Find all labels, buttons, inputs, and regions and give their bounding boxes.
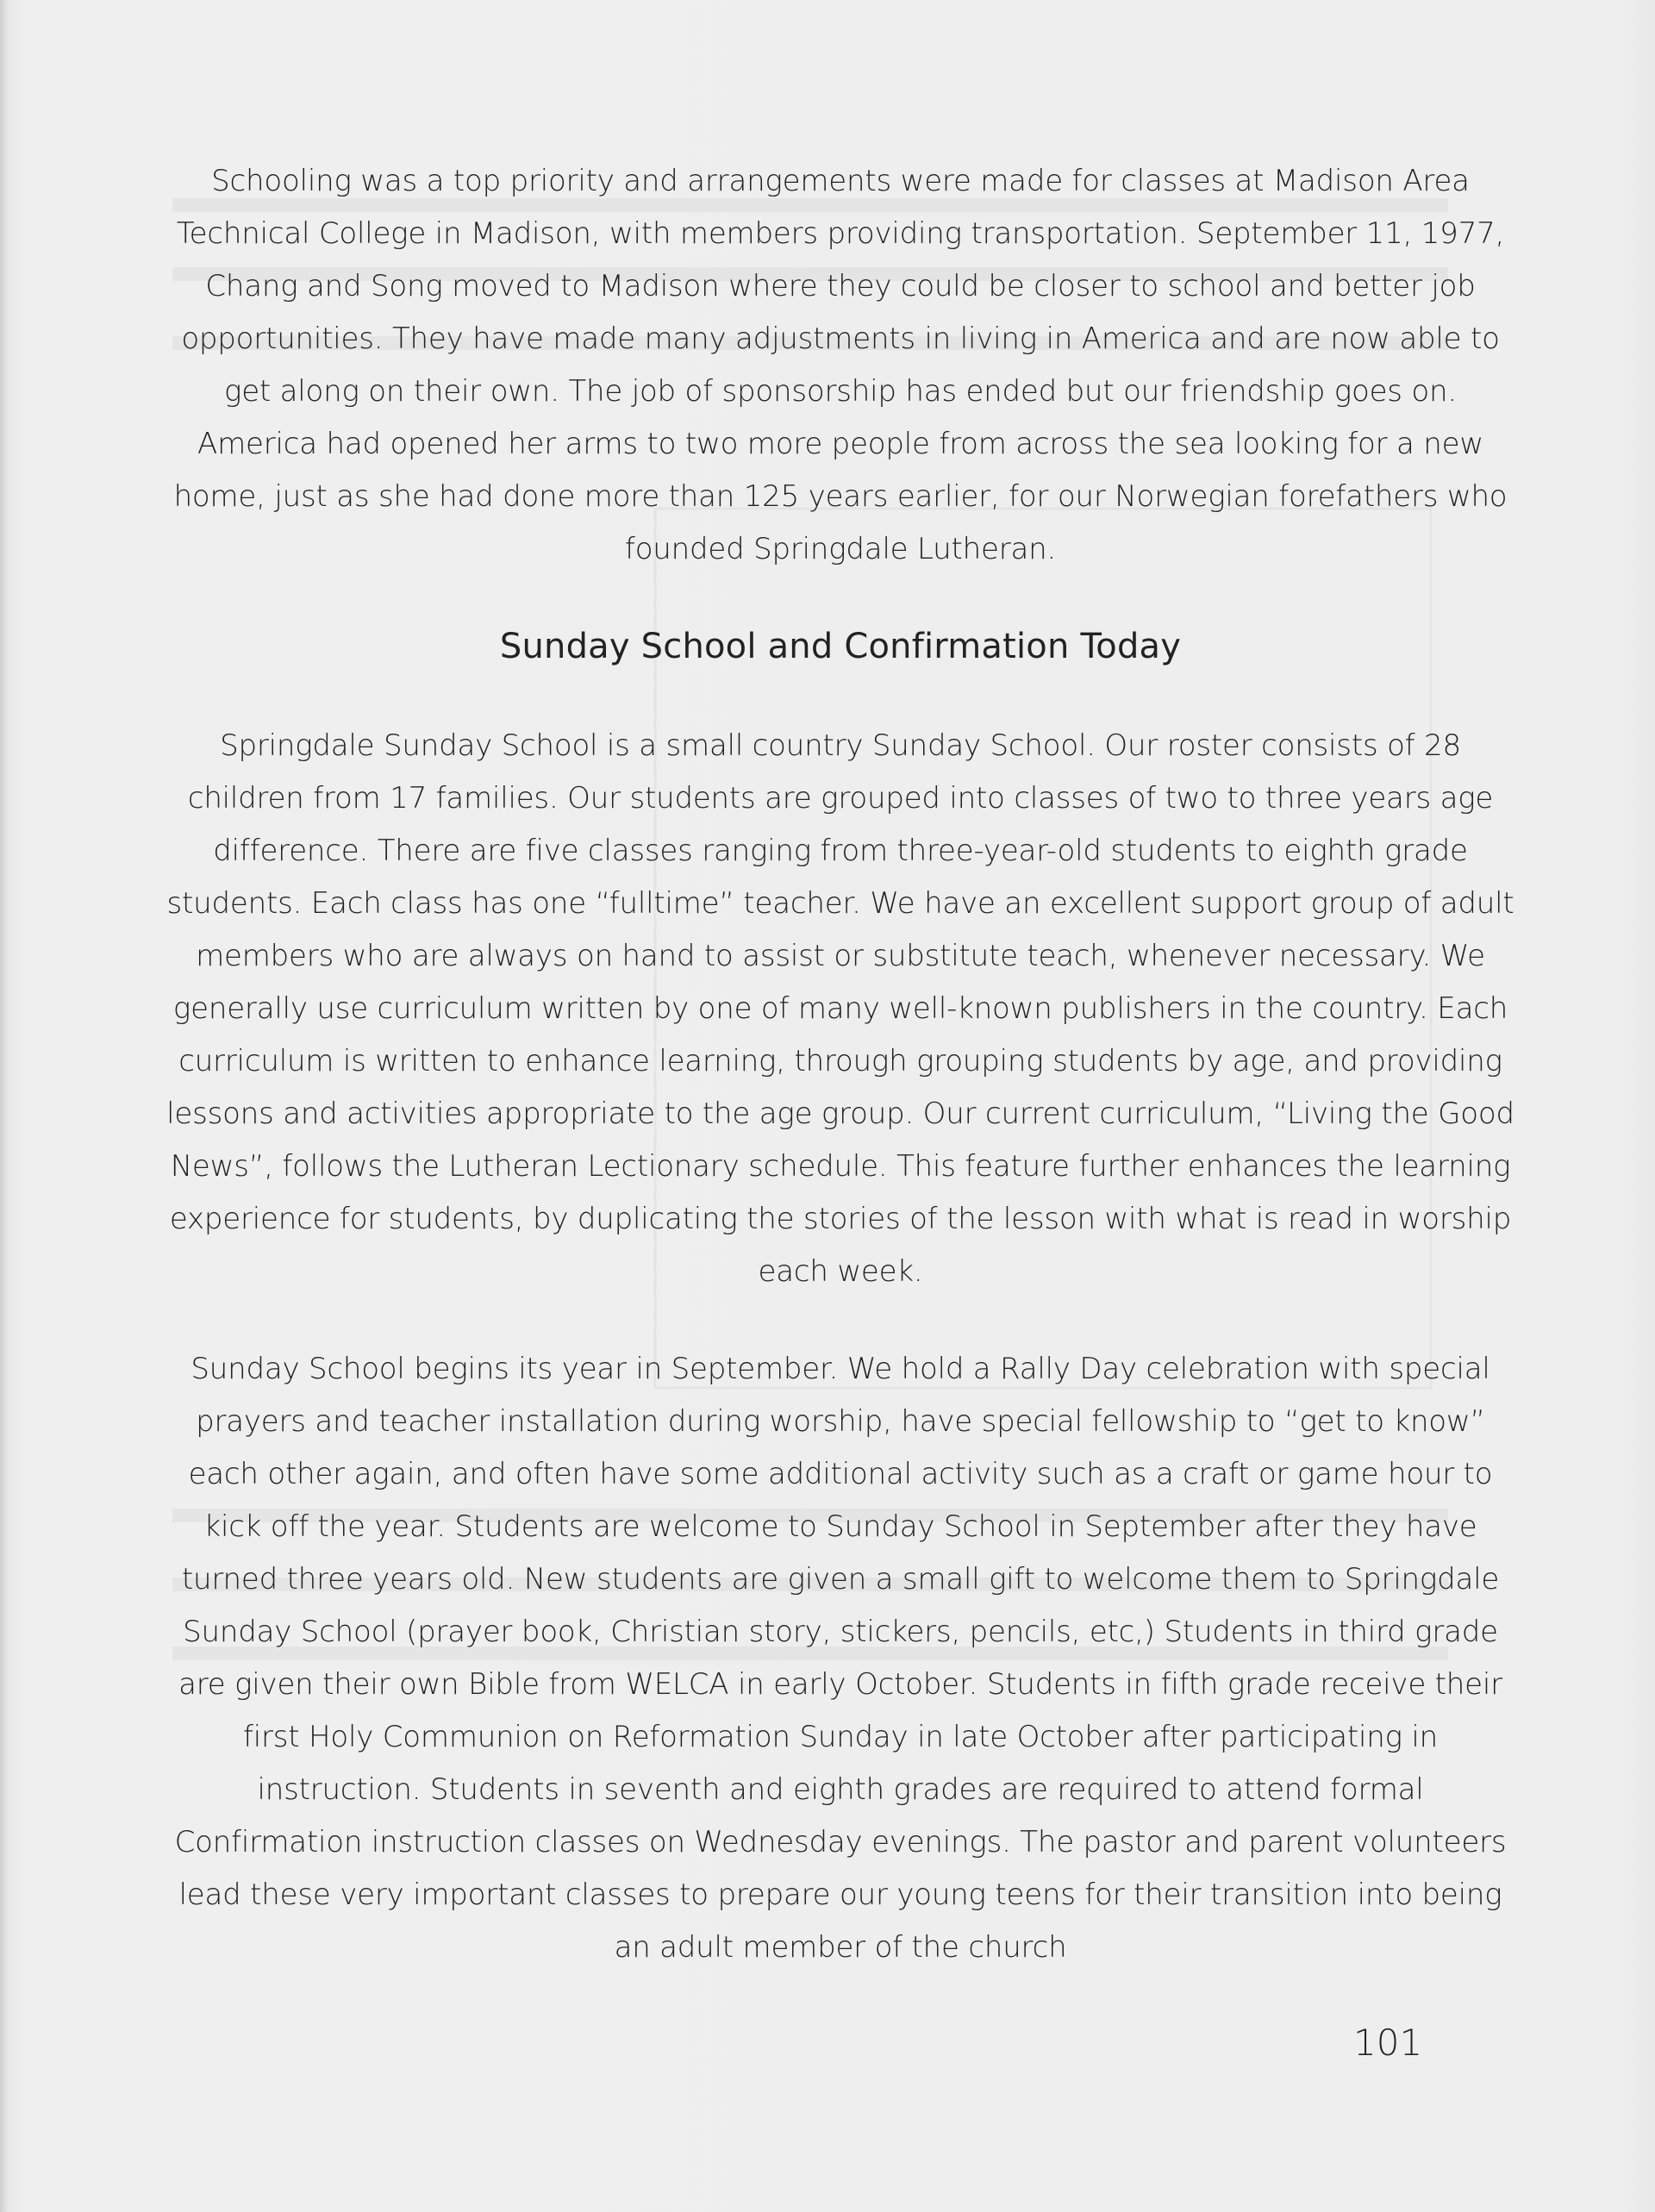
page-edge-shadow (0, 0, 9, 2212)
document-body (164, 155, 1517, 1974)
paragraph-school-year: Sunday School begins its year in September. We hold a Rally Day celebration with special prayers and teacher installation during worship, have special fellowship to “get to know” each other again, and often have some additional activity such as a craft or game hour to kick off the year. Students are welcome to Sunday School in September after they have turned three years old. New students are given a small gift to welcome them to Springdale Sunday School (prayer book, Christian story, stickers, pencils, etc,) Students in third grade are given their own Bible from WELCA in early October. Students in fifth grade receive their first Holy Communion on Reformation Sunday in late October after participating in instruction. Students in seventh and eighth grades are required to attend formal Confirmation instruction classes on Wednesday evenings. The pastor and parent volunteers lead these very important classes to prepare our young teens for their transition into being an adult member of the church (174, 1352, 1507, 1965)
paragraph-sunday-school: Springdale Sunday School is a small country Sunday School. Our roster consists of 28 children from 17 families. Our students are grouped into classes of two to three years age difference. There are five classes ranging from three-year-old students to eighth grade students. Each class has one “fulltime” teacher. We have an excellent support group of adult members who are always on hand to assist or substitute teach, whenever necessary. We generally use curriculum written by one of many well-known publishers in the country. Each curriculum is written to enhance learning, through grouping students by age, and providing lessons and activities appropriate to the age group. Our current curriculum, “Living the Good News”, follows the Lutheran Lectionary schedule. This feature further enhances the learning experience for students, by duplicating the stories of the lesson with what is read in worship each week. (166, 728, 1514, 1289)
section-heading: Sunday School and Confirmation Today (499, 627, 1182, 666)
page-number: 101 (1353, 2021, 1423, 2064)
paragraph-sponsorship: Schooling was a top priority and arrangements were made for classes at Madison Area Technical College in Madison, with members providing transportation. September 11, 1977, Chang and Song moved to Madison where they could be closer to school and better job opportunities. They have made many adjustments in living in America and are now able to get along on their own. The job of sponsorship has ended but our friendship goes on. America had opened her arms to two more people from across the sea looking for a new home, just as she had done more than 125 years earlier, for our Norwegian forefathers who founded Springdale Lutheran. (173, 164, 1508, 566)
